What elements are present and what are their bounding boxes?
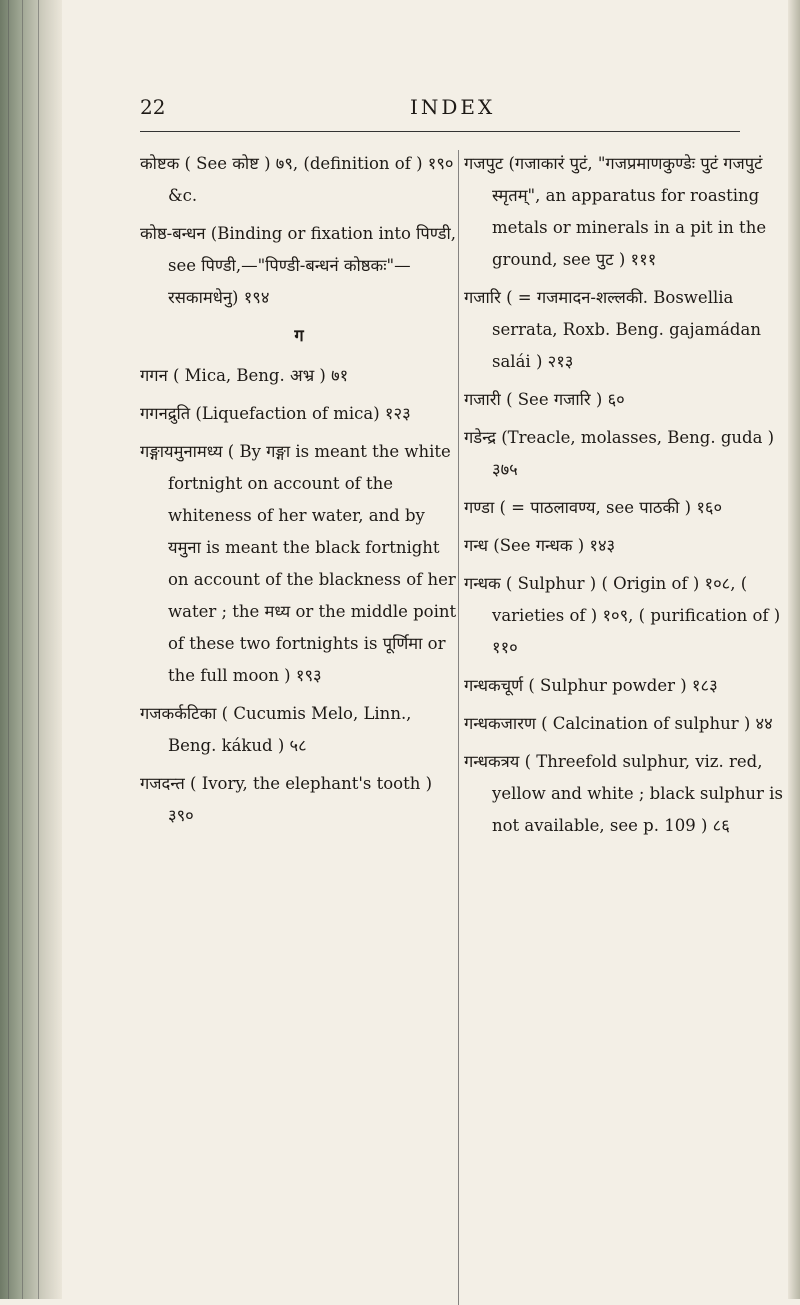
left-column (140, 148, 458, 838)
index-entry: कोष्टक ( See कोष्ट ) ७९, (definition of ) १९० &c. (140, 154, 454, 205)
index-entry: गङ्गायमुनामध्य ( By गङ्गा is meant the white fortnight on account of the whiteness of her water, and by यमुना is meant the black fortnight on account of the blackness of her water ; the मध्य or the middle point of these two fortnights is पूर्णिमा or the full moon ) १९३ (140, 442, 457, 685)
index-entry: गजकर्कटिका ( Cucumis Melo, Linn., Beng. kákud ) ५८ (140, 704, 412, 755)
section-letter: ग (294, 326, 304, 345)
page-edge (788, 0, 800, 1299)
index-entry: गन्धकत्रय ( Threefold sulphur, viz. red, yellow and white ; black sulphur is not available, see p. 109 ) ८६ (464, 752, 783, 835)
index-entry: गडेन्द्र (Treacle, molasses, Beng. guda ) ३७५ (464, 428, 775, 479)
index-entry: गजदन्त ( Ivory, the elephant's tooth ) ३९० (140, 774, 433, 825)
index-entry: गगनद्रुति (Liquefaction of mica) १२३ (140, 404, 411, 423)
spine-line (22, 0, 23, 1299)
spine-line (38, 0, 39, 1299)
index-entry: गगन ( Mica, Beng. अभ्र ) ७१ (140, 366, 349, 385)
index-entry: गन्धकजारण ( Calcination of sulphur ) ४४ (464, 714, 773, 733)
running-title: INDEX (410, 95, 496, 119)
index-entry: गजारि ( = गजमादन-शल्लकी. Boswellia serrata, Roxb. Beng. gajamádan salái ) २१३ (464, 288, 761, 371)
index-entry: गजपुट (गजाकारं पुटं, "गजप्रमाणकुण्डेः पुटं गजपुटं स्मृतम्", an apparatus for roasting metals or minerals in a pit in the ground, see पुट ) १११ (464, 154, 767, 269)
index-entry: गण्डा ( = पाठलावण्य, see पाठकी ) १६० (464, 498, 723, 517)
page-header (140, 95, 740, 133)
index-entry: गन्धक ( Sulphur ) ( Origin of ) १०८, ( varieties of ) १०९, ( purification of ) ११० (464, 574, 781, 657)
spine-line (8, 0, 9, 1299)
page-number: 22 (140, 95, 166, 119)
right-column (464, 148, 789, 848)
index-entry: गजारी ( See गजारि ) ६० (464, 390, 625, 409)
index-entry: गन्धकचूर्ण ( Sulphur powder ) १८३ (464, 676, 718, 695)
header-rule (140, 131, 740, 132)
book-spine-shadow (0, 0, 62, 1299)
index-entry: गन्ध (See गन्धक ) १४३ (464, 536, 616, 555)
column-divider (458, 150, 459, 1305)
index-entry: कोष्ठ-बन्धन (Binding or fixation into पिण्डी, see पिण्डी,—"पिण्डी-बन्धनं कोष्ठकः"—रसकामधेनु) १९४ (140, 224, 456, 307)
